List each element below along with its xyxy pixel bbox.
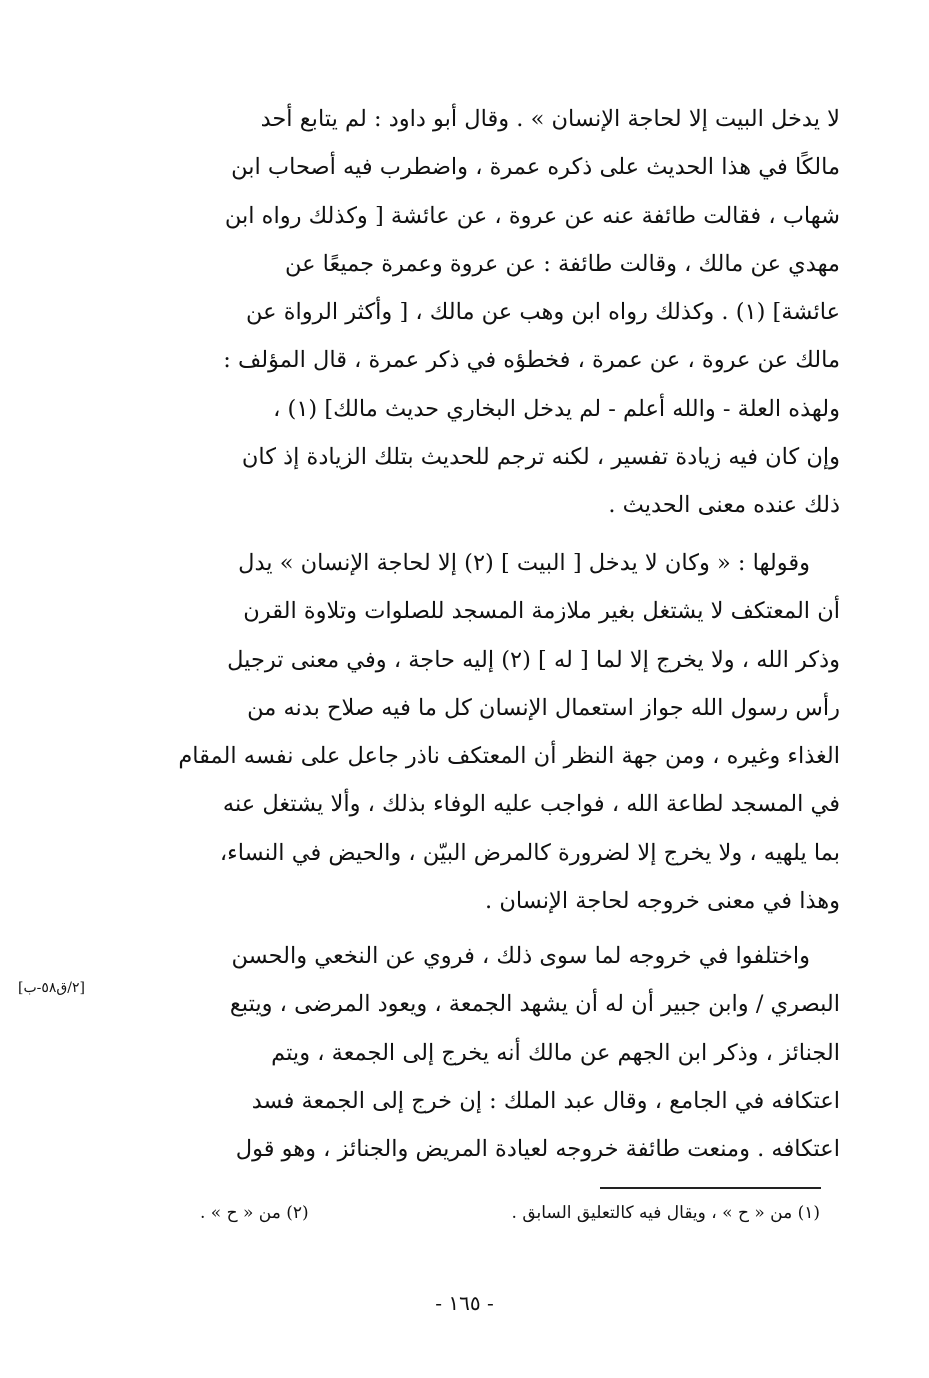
text-line: وهذا في معنى خروجه لحاجة الإنسان . — [485, 888, 840, 915]
footnote-separator — [600, 1187, 821, 1189]
text-line: اعتكافه في الجامع ، وقال عبد الملك : إن خرج إلى الجمعة فسد — [251, 1087, 840, 1114]
text-line: اعتكافه . ومنعت طائفة خروجه لعيادة المريض والجنائز ، وهو قول — [235, 1136, 840, 1163]
text-line: وذكر الله ، ولا يخرج إلا لما [ له ] (٢) إليه حاجة ، وفي معنى ترجيل — [227, 646, 840, 673]
text-line: البصري / وابن جبير أن له أن يشهد الجمعة ، ويعود المرضى ، ويتبع — [229, 991, 840, 1018]
text-line: بما يلهيه ، ولا يخرج إلا لضرورة كالمرض البيّن ، والحيض في النساء، — [219, 839, 840, 866]
text-line: ولهذه العلة - والله أعلم - لم يدخل البخاري حديث مالك] (١) ، — [273, 395, 840, 422]
text-line: لا يدخل البيت إلا لحاجة الإنسان » . وقال أبو داود : لم يتابع أحد — [260, 106, 840, 132]
footnotes — [190, 1203, 820, 1233]
text-line: رأس رسول الله جواز استعمال الإنسان كل ما فيه صلاح بدنه من — [247, 694, 840, 721]
text-line: الجنائز ، وذكر ابن الجهم عن مالك أنه يخرج إلى الجمعة ، ويتم — [271, 1039, 840, 1066]
text-line: عائشة] (١) . وكذلك رواه ابن وهب عن مالك ، [ وأكثر الرواة عن — [245, 299, 840, 326]
manuscript-folio-note: [٢/ق٥٨-ب] — [18, 980, 86, 996]
text-line: مالك عن عروة ، عن عمرة ، فخطؤه في ذكر عمرة ، قال المؤلف : — [223, 347, 840, 374]
page-number: - ١٦٥ - — [435, 1291, 494, 1315]
paragraph-3 — [130, 932, 840, 1173]
footnote-1: (١) من « ح » ، ويقال فيه كالتعليق السابق . — [511, 1203, 820, 1223]
footnote-2: (٢) من « ح » . — [200, 1203, 309, 1223]
paragraph-2 — [130, 539, 840, 925]
text-line: وإن كان فيه زيادة تفسير ، لكنه ترجم للحديث بتلك الزيادة إذ كان — [241, 444, 840, 471]
text-line: واختلفوا في خروجه لما سوى ذلك ، فروي عن النخعي والحسن — [231, 943, 810, 969]
text-line: مهدي عن مالك ، وقالت طائفة : عن عروة وعمرة جميعًا عن — [284, 250, 840, 277]
text-line: في المسجد لطاعة الله ، فواجب عليه الوفاء بذلك ، وألا يشتغل عنه — [222, 791, 840, 818]
text-line: ذلك عنده معنى الحديث . — [608, 492, 840, 519]
text-line: مالكًا في هذا الحديث على ذكره عمرة ، واضطرب فيه أصحاب ابن — [231, 154, 840, 181]
text-line: الغذاء وغيره ، ومن جهة النظر أن المعتكف ناذر جاعل على نفسه المقام — [178, 743, 840, 770]
text-line: شهاب ، فقالت طائفة عنه عن عروة ، عن عائشة [ وكذلك رواه ابن — [224, 202, 840, 229]
text-line: أن المعتكف لا يشتغل بغير ملازمة المسجد للصلوات وتلاوة القرن — [243, 598, 840, 625]
paragraph-1 — [130, 95, 840, 530]
text-line: وقولها : « وكان لا يدخل [ البيت ] (٢) إلا لحاجة الإنسان » يدل — [238, 550, 810, 576]
